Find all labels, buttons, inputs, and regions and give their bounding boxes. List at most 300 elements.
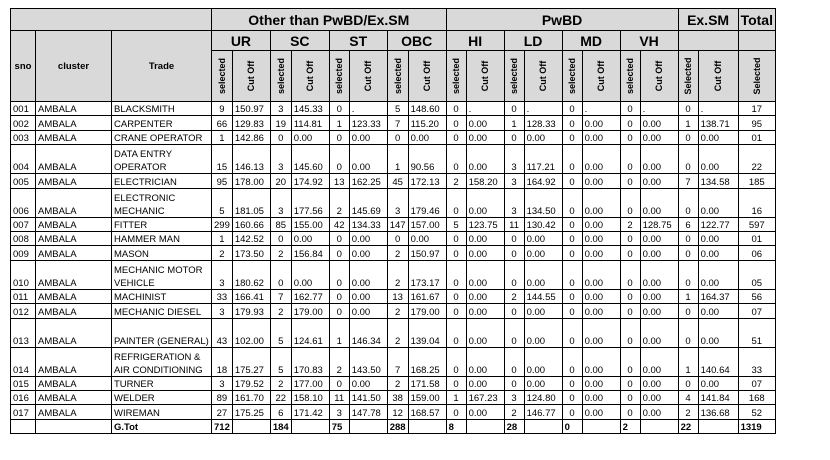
selected-cell: 3 — [212, 260, 233, 289]
selected-cell: 0 — [562, 174, 582, 188]
selected-cell: 2 — [329, 347, 349, 376]
cutoff-cell: 0.00 — [466, 289, 504, 303]
total-cell: 95 — [738, 116, 775, 130]
trade-cell: WELDER — [112, 390, 212, 404]
cutoff-header — [524, 51, 562, 102]
cutoff-cell: 0.00 — [640, 405, 678, 419]
table-row — [11, 304, 776, 318]
cutoff-cell: 0.00 — [291, 130, 329, 144]
selected-cell: 3 — [212, 304, 233, 318]
table-row — [11, 347, 776, 376]
selected-cell: 0 — [562, 347, 582, 376]
grand-total-value — [291, 419, 329, 433]
cutoff-header — [349, 51, 387, 102]
cutoff-cell: 115.20 — [408, 116, 446, 130]
selected-header — [387, 51, 408, 102]
sno-cell: 017 — [11, 405, 36, 419]
selected-header — [504, 51, 524, 102]
table-row — [11, 217, 776, 231]
cutoff-cell: 141.84 — [698, 390, 738, 404]
cutoff-cell: 160.66 — [232, 217, 270, 231]
selected-cell: 85 — [270, 217, 291, 231]
cluster-cell: AMBALA — [36, 116, 112, 130]
cutoff-cell: 0.00 — [640, 174, 678, 188]
selected-cell: 147 — [387, 217, 408, 231]
selected-cell: 7 — [270, 289, 291, 303]
cutoff-cell: 150.97 — [232, 102, 270, 116]
blank-cell — [36, 419, 112, 433]
selected-cell: 0 — [504, 260, 524, 289]
sno-cell: 010 — [11, 260, 36, 289]
cutoff-cell: 0.00 — [466, 318, 504, 347]
cutoff-cell: 142.52 — [232, 231, 270, 245]
grand-total-value — [524, 419, 562, 433]
selected-header-label: selected — [451, 57, 462, 95]
grand-total-value: 184 — [270, 419, 291, 433]
selected-cell: 0 — [387, 231, 408, 245]
sno-cell: 012 — [11, 304, 36, 318]
cutoff-cell: 140.64 — [698, 347, 738, 376]
cutoff-cell: 0.00 — [640, 289, 678, 303]
cutoff-cell: 0.00 — [408, 130, 446, 144]
table-row — [11, 231, 776, 245]
cutoff-cell: 0.00 — [349, 145, 387, 174]
selected-cell: 0 — [270, 260, 291, 289]
selected-cell: 0 — [620, 304, 640, 318]
selected-cell: 11 — [504, 217, 524, 231]
cutoff-header-label: Cut Off — [246, 60, 257, 92]
selected-cell: 18 — [212, 347, 233, 376]
selected-cell: 0 — [446, 188, 466, 217]
selected-cell: 15 — [212, 145, 233, 174]
table-row — [11, 174, 776, 188]
cutoff-cell: 0.00 — [582, 376, 620, 390]
cutoff-cell: 179.00 — [291, 304, 329, 318]
cluster-cell: AMBALA — [36, 246, 112, 260]
trade-cell: MECHANIC DIESEL — [112, 304, 212, 318]
table-row — [11, 289, 776, 303]
cutoff-cell: 181.05 — [232, 188, 270, 217]
sno-cell: 014 — [11, 347, 36, 376]
selected-cell: 0 — [329, 231, 349, 245]
cutoff-cell: 157.00 — [408, 217, 446, 231]
sno-cell: 002 — [11, 116, 36, 130]
selected-cell: 89 — [212, 390, 233, 404]
selected-cell: 38 — [387, 390, 408, 404]
cutoff-cell: 174.92 — [291, 174, 329, 188]
cutoff-cell: 124.80 — [524, 390, 562, 404]
cutoff-header-label: Cut Off — [422, 60, 433, 92]
cluster-cell: AMBALA — [36, 318, 112, 347]
selected-cell: 2 — [270, 304, 291, 318]
selected-cell: 0 — [620, 130, 640, 144]
selected-cell: 0 — [562, 390, 582, 404]
selected-cell: 2 — [620, 217, 640, 231]
table-row — [11, 390, 776, 404]
cutoff-cell: 0.00 — [349, 130, 387, 144]
cutoff-cell: 175.27 — [232, 347, 270, 376]
selected-cell: 11 — [329, 390, 349, 404]
grand-total-value: 8 — [446, 419, 466, 433]
cutoff-cell: 0.00 — [466, 188, 504, 217]
selected-cell: 0 — [562, 130, 582, 144]
grand-total-label: G.Tot — [112, 419, 212, 433]
grand-total-value: 75 — [329, 419, 349, 433]
total-cell: 01 — [738, 231, 775, 245]
cutoff-cell: . — [582, 102, 620, 116]
selected-cell: 0 — [504, 102, 524, 116]
cutoff-cell: 0.00 — [524, 246, 562, 260]
cluster-cell: AMBALA — [36, 102, 112, 116]
selected-cell: 0 — [562, 246, 582, 260]
table-row — [11, 376, 776, 390]
cutoff-cell: 0.00 — [524, 231, 562, 245]
trade-line-2: AIR CONDITIONING — [114, 364, 203, 376]
cutoff-cell: 179.52 — [232, 376, 270, 390]
selected-cell: 0 — [620, 174, 640, 188]
selected-cell: 13 — [329, 174, 349, 188]
trade-line-1: DATA ENTRY — [114, 149, 173, 161]
cutoff-cell: 162.77 — [291, 289, 329, 303]
cutoff-cell: 172.13 — [408, 174, 446, 188]
selected-cell: 0 — [329, 260, 349, 289]
selected-header-label: selected — [216, 57, 227, 95]
selected-cell: 1 — [212, 231, 233, 245]
cutoff-header-label: Cut Off — [538, 60, 549, 92]
cutoff-cell: 0.00 — [466, 260, 504, 289]
trade-cell — [112, 188, 212, 217]
cutoff-header — [291, 51, 329, 102]
trade-line-1: ELECTRONIC — [114, 192, 176, 204]
cutoff-cell: 134.58 — [698, 174, 738, 188]
cutoff-cell: 0.00 — [524, 304, 562, 318]
table-row — [11, 102, 776, 116]
trade-cell: MASON — [112, 246, 212, 260]
cutoff-cell: 0.00 — [698, 376, 738, 390]
table-row — [11, 145, 776, 174]
cutoff-cell: . — [466, 102, 504, 116]
selected-cell: 0 — [446, 246, 466, 260]
selected-cell: 0 — [562, 260, 582, 289]
grand-total-value: 2 — [620, 419, 640, 433]
trade-cell — [112, 260, 212, 289]
cutoff-cell: 0.00 — [349, 260, 387, 289]
cutoff-cell: . — [698, 102, 738, 116]
selected-header — [329, 51, 349, 102]
selected-cell: 0 — [620, 102, 640, 116]
selected-cell: 0 — [678, 246, 698, 260]
selected-cell: 5 — [270, 318, 291, 347]
total-cell: 16 — [738, 188, 775, 217]
cutoff-cell: 178.00 — [232, 174, 270, 188]
grand-total-row — [11, 419, 776, 433]
selected-cell: 0 — [678, 231, 698, 245]
sno-cell: 001 — [11, 102, 36, 116]
selected-cell: 299 — [212, 217, 233, 231]
trade-cell: WIREMAN — [112, 405, 212, 419]
selected-cell: 0 — [446, 260, 466, 289]
cutoff-cell: 0.00 — [698, 260, 738, 289]
category-header: MD — [562, 31, 620, 51]
total-cell: 01 — [738, 130, 775, 144]
cutoff-cell: 0.00 — [466, 145, 504, 174]
cutoff-cell: 0.00 — [524, 318, 562, 347]
cutoff-cell: 117.21 — [524, 145, 562, 174]
category-header: HI — [446, 31, 504, 51]
selected-cell: 1 — [678, 116, 698, 130]
selected-cell: 0 — [562, 289, 582, 303]
selected-cell: 2 — [212, 246, 233, 260]
selected-cell: 0 — [678, 304, 698, 318]
total-cell: 07 — [738, 304, 775, 318]
cutoff-cell: 171.58 — [408, 376, 446, 390]
cutoff-cell: 0.00 — [582, 304, 620, 318]
trade-line-1 — [114, 323, 209, 336]
cutoff-cell: 114.81 — [291, 116, 329, 130]
selected-cell: 45 — [387, 174, 408, 188]
cutoff-cell: 0.00 — [582, 390, 620, 404]
selected-cell: 3 — [504, 188, 524, 217]
cutoff-header-label: Cut Off — [654, 60, 665, 92]
cutoff-cell: 155.00 — [291, 217, 329, 231]
selected-header-label: selected — [275, 57, 286, 95]
selected-cell: 0 — [678, 130, 698, 144]
selected-cell: 0 — [329, 289, 349, 303]
selected-cell: 13 — [387, 289, 408, 303]
table-row — [11, 318, 776, 347]
cutoff-cell: 164.92 — [524, 174, 562, 188]
grand-total-value: 0 — [562, 419, 582, 433]
cutoff-header — [232, 51, 270, 102]
selected-cell: 0 — [678, 102, 698, 116]
cutoff-cell: 161.70 — [232, 390, 270, 404]
total-cell: 05 — [738, 260, 775, 289]
cutoff-cell: 179.00 — [408, 304, 446, 318]
selected-cell: 0 — [620, 116, 640, 130]
selected-cell: 2 — [387, 260, 408, 289]
cutoff-cell: 168.57 — [408, 405, 446, 419]
selected-cell: 1 — [678, 347, 698, 376]
selected-cell: 0 — [504, 130, 524, 144]
cutoff-cell: . — [349, 102, 387, 116]
selected-cell: 0 — [562, 405, 582, 419]
selected-cell: 0 — [387, 130, 408, 144]
sno-cell: 016 — [11, 390, 36, 404]
cluster-cell: AMBALA — [36, 188, 112, 217]
cutoff-cell: 148.60 — [408, 102, 446, 116]
cutoff-cell: 0.00 — [466, 231, 504, 245]
cluster-cell: AMBALA — [36, 304, 112, 318]
cutoff-cell: 147.78 — [349, 405, 387, 419]
cutoff-cell: 128.75 — [640, 217, 678, 231]
cutoff-cell: 0.00 — [349, 304, 387, 318]
selected-cell: 3 — [504, 145, 524, 174]
cluster-cell: AMBALA — [36, 145, 112, 174]
selected-cell: 7 — [387, 347, 408, 376]
selected-cell: 0 — [446, 130, 466, 144]
selected-cell: 2 — [387, 318, 408, 347]
cutoff-cell: 141.50 — [349, 390, 387, 404]
cutoff-cell: 143.50 — [349, 347, 387, 376]
cutoff-cell: 134.50 — [524, 188, 562, 217]
cutoff-cell: 146.13 — [232, 145, 270, 174]
cutoff-cell: 0.00 — [582, 405, 620, 419]
cutoff-cell: 0.00 — [291, 231, 329, 245]
cutoff-header — [640, 51, 678, 102]
cutoff-cell: 145.60 — [291, 145, 329, 174]
selected-cell: 0 — [678, 318, 698, 347]
selected-cell: 0 — [562, 376, 582, 390]
selected-cell: 0 — [678, 188, 698, 217]
cutoff-header-label: Cut Off — [480, 60, 491, 92]
exsm-subheader-blank — [678, 31, 738, 51]
category-header: UR — [212, 31, 271, 51]
selected-header-label: selected — [567, 57, 578, 95]
trade-cell: CARPENTER — [112, 116, 212, 130]
cutoff-cell: 0.00 — [582, 231, 620, 245]
cutoff-cell: 0.00 — [582, 289, 620, 303]
group-header-exsm: Ex.SM — [678, 9, 738, 31]
cutoff-cell: 166.41 — [232, 289, 270, 303]
cutoff-cell: 0.00 — [698, 246, 738, 260]
selected-header — [212, 51, 233, 102]
cutoff-cell: 0.00 — [640, 260, 678, 289]
cutoff-cell: 0.00 — [582, 130, 620, 144]
cutoff-cell: 0.00 — [698, 145, 738, 174]
cutoff-cell: 0.00 — [408, 231, 446, 245]
cutoff-cell: 0.00 — [640, 304, 678, 318]
selected-cell: 0 — [329, 145, 349, 174]
cutoff-cell: 173.50 — [232, 246, 270, 260]
trade-line-2: MECHANIC — [114, 205, 165, 217]
cutoff-cell: 139.04 — [408, 318, 446, 347]
total-cell: 33 — [738, 347, 775, 376]
selected-cell: 2 — [504, 405, 524, 419]
selected-cell: 5 — [270, 347, 291, 376]
selected-cell: 22 — [270, 390, 291, 404]
selected-cell: 2 — [270, 376, 291, 390]
trade-cell: BLACKSMITH — [112, 102, 212, 116]
selected-cell: 0 — [562, 116, 582, 130]
cluster-cell: AMBALA — [36, 289, 112, 303]
selected-cell: 0 — [446, 318, 466, 347]
selected-cell: 43 — [212, 318, 233, 347]
selected-cell: 5 — [446, 217, 466, 231]
grand-total-value: 288 — [387, 419, 408, 433]
selected-cell: 0 — [562, 318, 582, 347]
selected-cell: 0 — [446, 289, 466, 303]
trade-cell: MACHINIST — [112, 289, 212, 303]
cutoff-cell: 0.00 — [349, 289, 387, 303]
sno-cell: 008 — [11, 231, 36, 245]
selected-cell: 6 — [678, 217, 698, 231]
selected-cell: 0 — [620, 376, 640, 390]
selected-cell: 5 — [212, 188, 233, 217]
selected-header — [562, 51, 582, 102]
selected-cell: 3 — [270, 102, 291, 116]
cutoff-cell: 0.00 — [640, 376, 678, 390]
header-cluster: cluster — [36, 31, 112, 102]
cutoff-cell: 102.00 — [232, 318, 270, 347]
cutoff-cell: 122.77 — [698, 217, 738, 231]
selected-cell: 3 — [329, 405, 349, 419]
cutoff-cell: 138.71 — [698, 116, 738, 130]
cutoff-cell: 145.33 — [291, 102, 329, 116]
selected-cell: 0 — [446, 376, 466, 390]
selected-cell: 3 — [270, 145, 291, 174]
selected-cell: 0 — [329, 304, 349, 318]
results-table — [10, 8, 776, 434]
category-header: OBC — [387, 31, 446, 51]
exsm-cutoff-header — [698, 51, 738, 102]
sno-cell: 011 — [11, 289, 36, 303]
selected-cell: 0 — [446, 304, 466, 318]
selected-cell: 0 — [562, 217, 582, 231]
selected-cell: 2 — [387, 304, 408, 318]
cutoff-cell: 0.00 — [466, 130, 504, 144]
cutoff-cell: 173.17 — [408, 260, 446, 289]
selected-cell: 12 — [387, 405, 408, 419]
cutoff-cell: 0.00 — [582, 116, 620, 130]
cutoff-cell: 179.93 — [232, 304, 270, 318]
cutoff-cell: 90.56 — [408, 145, 446, 174]
cutoff-cell: 0.00 — [640, 188, 678, 217]
cutoff-cell: 179.46 — [408, 188, 446, 217]
group-header-total: Total — [738, 9, 775, 31]
group-header-pwbd: PwBD — [446, 9, 678, 31]
sno-cell: 013 — [11, 318, 36, 347]
cutoff-cell: 177.56 — [291, 188, 329, 217]
selected-cell: 3 — [212, 376, 233, 390]
selected-cell: 3 — [387, 188, 408, 217]
cutoff-cell: 0.00 — [349, 246, 387, 260]
sno-cell: 005 — [11, 174, 36, 188]
selected-cell: 0 — [620, 260, 640, 289]
selected-cell: 0 — [329, 130, 349, 144]
cluster-cell: AMBALA — [36, 174, 112, 188]
sno-cell: 007 — [11, 217, 36, 231]
cluster-cell: AMBALA — [36, 217, 112, 231]
selected-header-label: selected — [509, 57, 520, 95]
cluster-cell: AMBALA — [36, 347, 112, 376]
cutoff-cell: 0.00 — [698, 130, 738, 144]
selected-cell: 0 — [620, 231, 640, 245]
total-cell: 597 — [738, 217, 775, 231]
table-row — [11, 260, 776, 289]
selected-cell: 1 — [504, 116, 524, 130]
selected-cell: 0 — [620, 390, 640, 404]
cutoff-header-label: Cut Off — [363, 60, 374, 92]
selected-cell: 1 — [387, 145, 408, 174]
selected-cell: 0 — [504, 318, 524, 347]
sno-cell: 009 — [11, 246, 36, 260]
sno-cell: 015 — [11, 376, 36, 390]
selected-header — [620, 51, 640, 102]
selected-cell: 20 — [270, 174, 291, 188]
cutoff-cell: 0.00 — [466, 376, 504, 390]
cluster-cell: AMBALA — [36, 231, 112, 245]
selected-cell: 0 — [446, 405, 466, 419]
cutoff-cell: 161.67 — [408, 289, 446, 303]
cutoff-cell: 0.00 — [582, 217, 620, 231]
cutoff-cell: 123.33 — [349, 116, 387, 130]
grand-total-value: 28 — [504, 419, 524, 433]
total-cell: 51 — [738, 318, 775, 347]
cutoff-cell: 124.61 — [291, 318, 329, 347]
cutoff-cell: 0.00 — [466, 405, 504, 419]
trade-cell: HAMMER MAN — [112, 231, 212, 245]
cutoff-cell: 129.83 — [232, 116, 270, 130]
